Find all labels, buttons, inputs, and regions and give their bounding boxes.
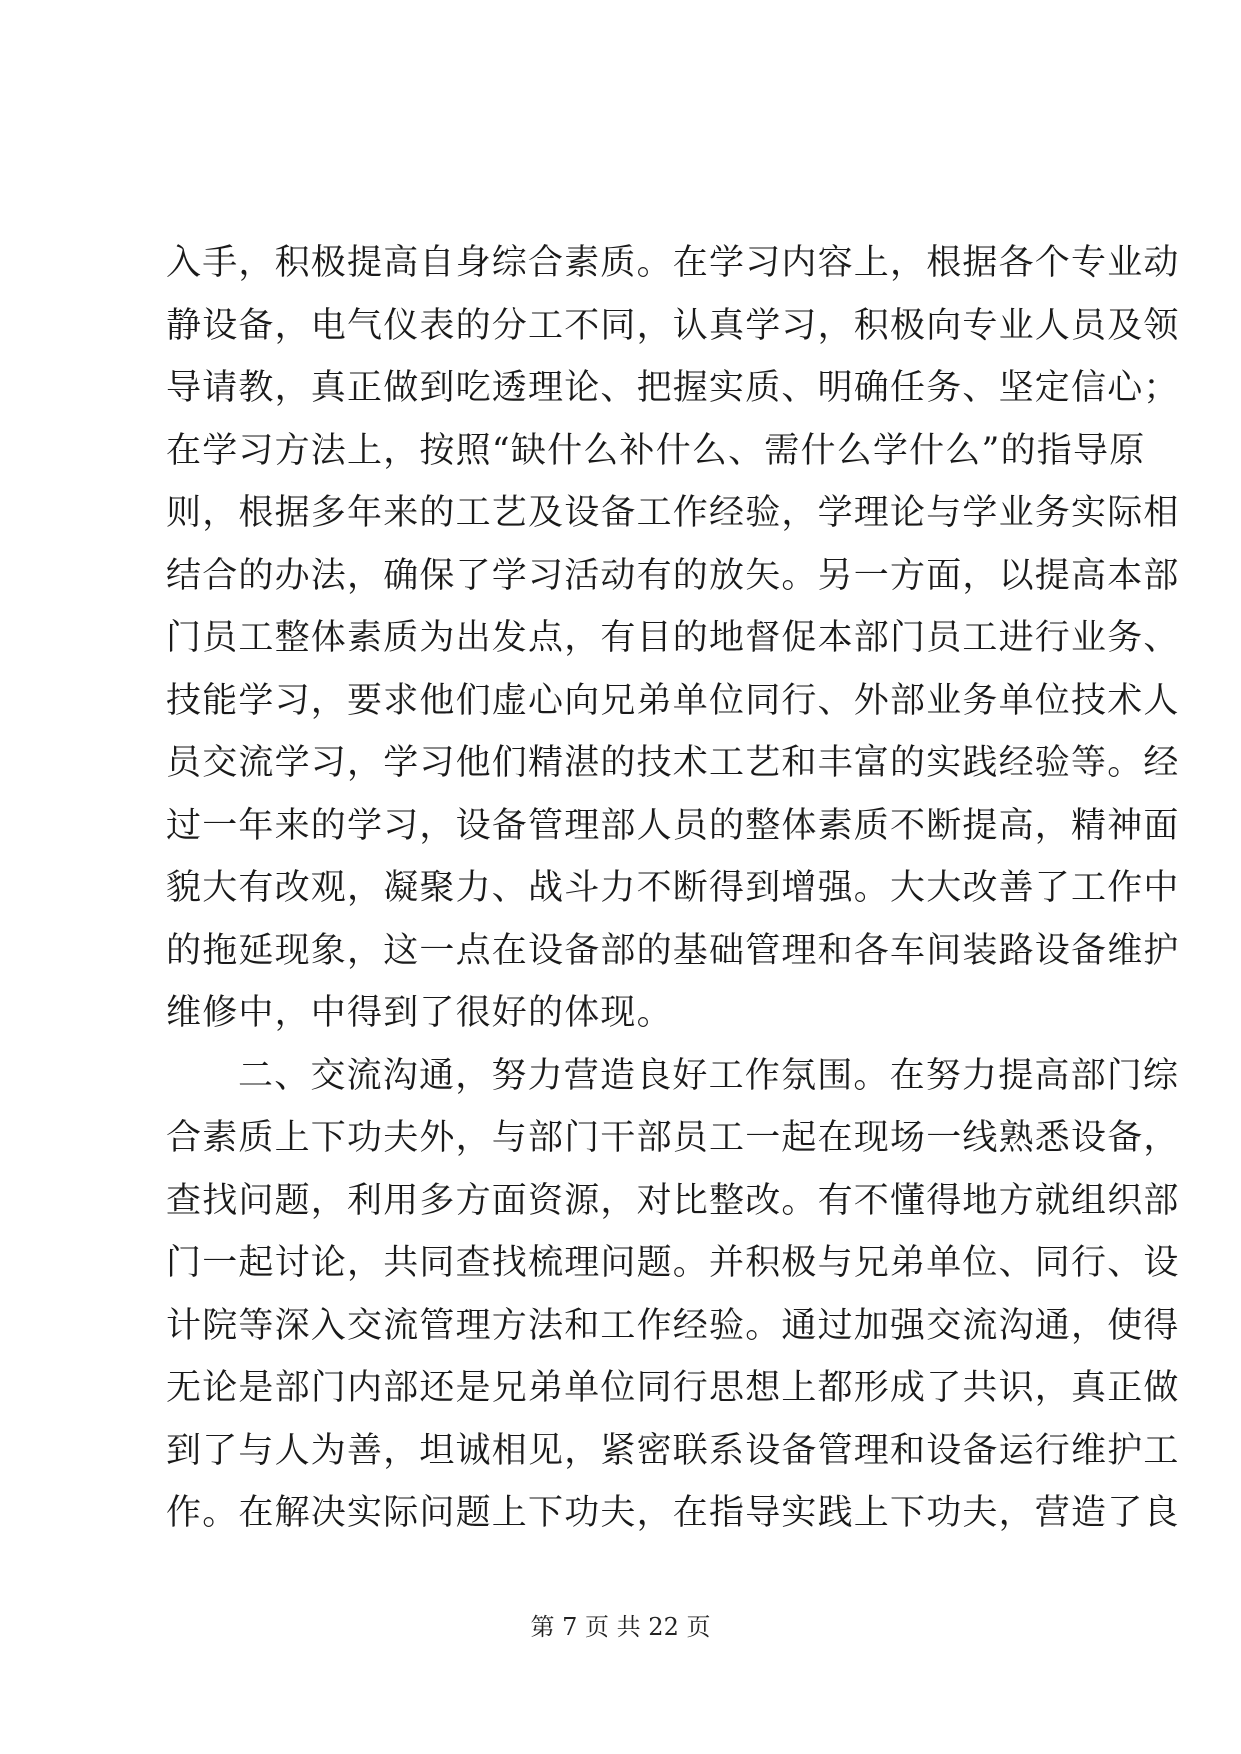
text-line: 则，根据多年来的工艺及设备工作经验，学理论与学业务实际相	[166, 493, 1180, 533]
document-body	[166, 232, 1180, 1545]
text-line: 合素质上下功夫外，与部门干部员工一起在现场一线熟悉设备，	[166, 1118, 1180, 1158]
text-line: 导请教，真正做到吃透理论、把握实质、明确任务、坚定信心；	[166, 368, 1180, 408]
text-line: 无论是部门内部还是兄弟单位同行思想上都形成了共识，真正做	[166, 1368, 1180, 1408]
text-line: 维修中，中得到了很好的体现。	[166, 993, 673, 1033]
text-line: 静设备，电气仪表的分工不同，认真学习，积极向专业人员及领	[166, 305, 1180, 346]
text-line: 技能学习，要求他们虚心向兄弟单位同行、外部业务单位技术人	[166, 680, 1180, 721]
paragraph-heading-line: 二、交流沟通，努力营造良好工作氛围。在努力提高部门综	[238, 1055, 1180, 1096]
text-line: 过一年来的学习，设备管理部人员的整体素质不断提高，精神面	[166, 805, 1180, 846]
text-line: 计院等深入交流管理方法和工作经验。通过加强交流沟通，使得	[166, 1305, 1180, 1346]
text-line: 貌大有改观，凝聚力、战斗力不断得到增强。大大改善了工作中	[166, 868, 1180, 908]
text-line: 在学习方法上，按照“缺什么补什么、需什么学什么”的指导原	[166, 430, 1146, 471]
text-line: 员交流学习，学习他们精湛的技术工艺和丰富的实践经验等。经	[166, 743, 1180, 783]
text-line: 门员工整体素质为出发点，有目的地督促本部门员工进行业务、	[166, 618, 1180, 658]
page-number-footer: 第 7 页 共 22 页	[530, 1613, 711, 1641]
text-line: 门一起讨论，共同查找梳理问题。并积极与兄弟单位、同行、设	[166, 1243, 1180, 1283]
text-line: 的拖延现象，这一点在设备部的基础管理和各车间装路设备维护	[166, 930, 1180, 971]
text-line: 结合的办法，确保了学习活动有的放矢。另一方面，以提高本部	[166, 555, 1180, 596]
text-line: 入手，积极提高自身综合素质。在学习内容上，根据各个专业动	[166, 243, 1180, 283]
text-line: 作。在解决实际问题上下功夫，在指导实践上下功夫，营造了良	[166, 1493, 1180, 1533]
text-line: 到了与人为善，坦诚相见，紧密联系设备管理和设备运行维护工	[166, 1430, 1180, 1471]
text-line: 查找问题，利用多方面资源，对比整改。有不懂得地方就组织部	[166, 1180, 1180, 1221]
